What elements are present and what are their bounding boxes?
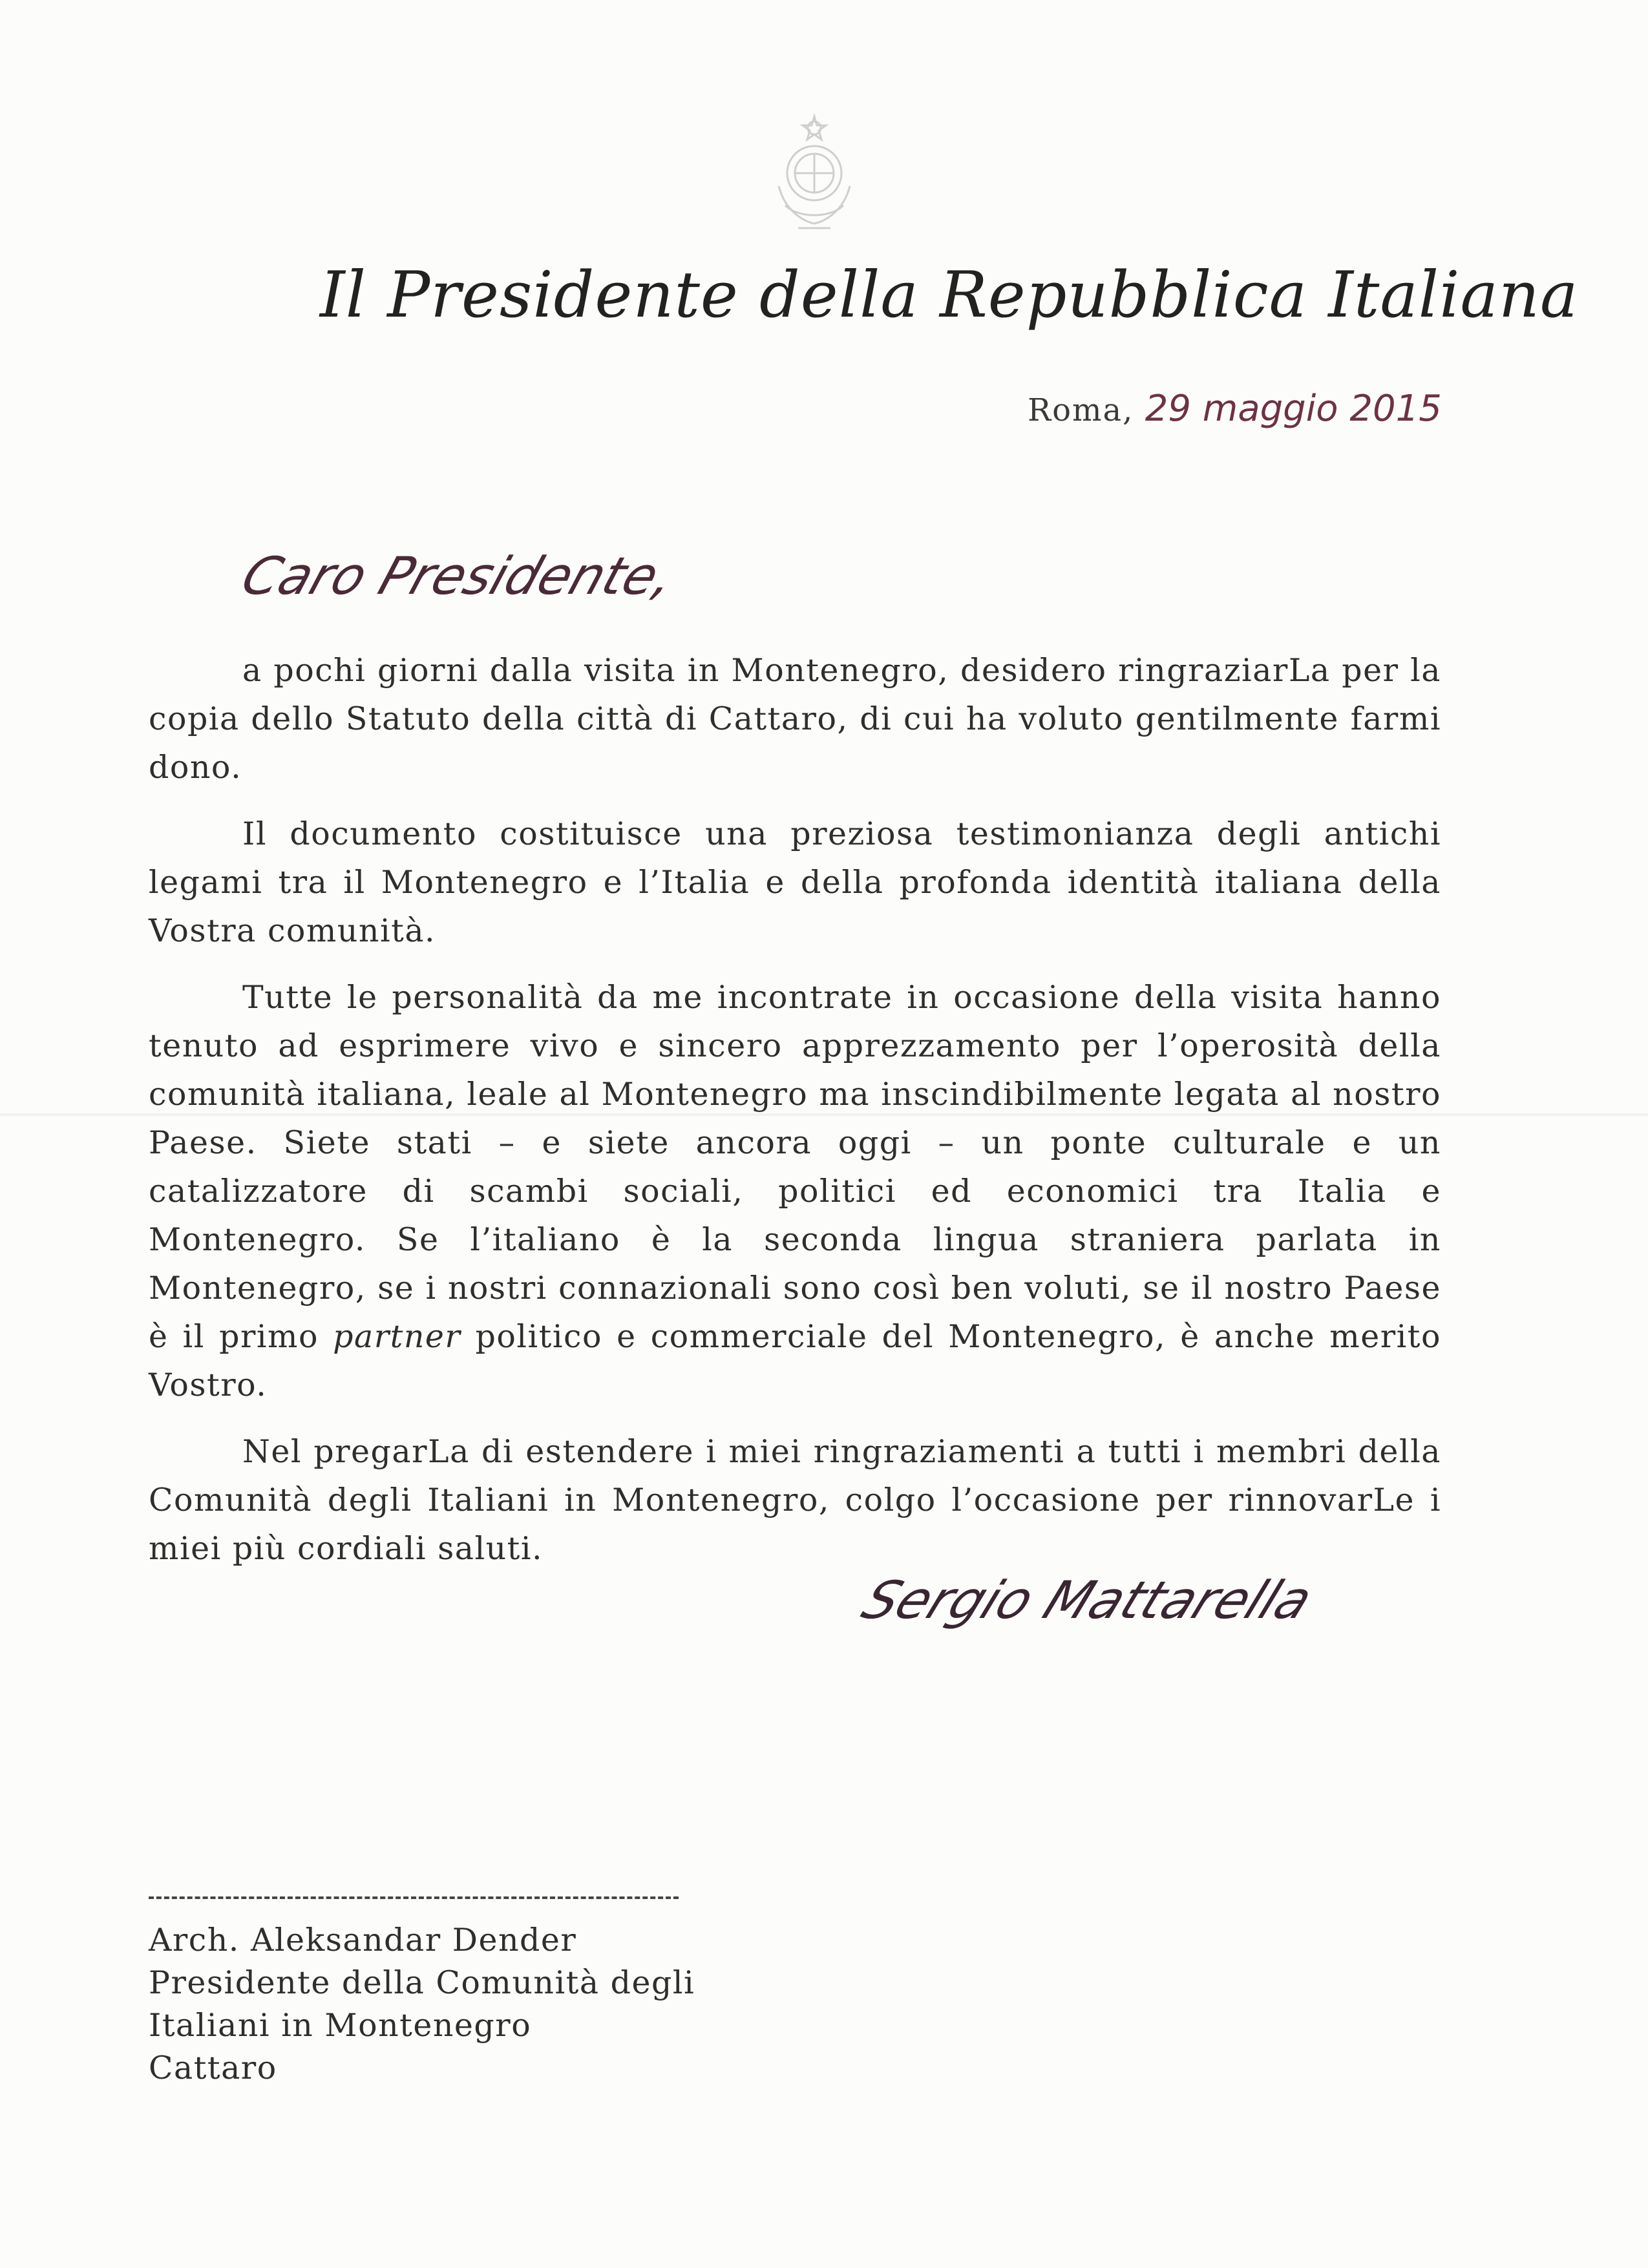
- handwritten-signature: Sergio Mattarella: [854, 1570, 1322, 1630]
- republic-emblem-icon: [759, 109, 869, 238]
- letterhead-title: Il Presidente della Repubblica Italiana: [320, 258, 1579, 332]
- date-line: [1028, 388, 1442, 430]
- body-paragraph-4: Nel pregarLa di estendere i miei ringraziamenti a tutti i membri della Comunità degli Italiani in Montenegro, colgo l’occasione per rinnovarLe i miei più cordiali saluti.: [149, 1433, 1441, 1567]
- date-place: Roma,: [1028, 392, 1134, 428]
- body-paragraph-3-tail: politico e commerciale del Montenegro, è anche merito Vostro.: [149, 1318, 1441, 1403]
- italic-word-partner: partner: [333, 1318, 461, 1355]
- dashed-divider: [149, 1896, 679, 1899]
- letter-body: [149, 646, 1441, 1591]
- body-paragraph-3-text: Tutte le personalità da me incontrate in occasione della visita hanno tenuto ad esprimere vivo e sincero apprezzamento per l’operosità della comunità italiana, leale al Montenegro ma inscindibilmente legata al nostro Paese. Siete stati – e siete ancora oggi – un ponte culturale e un catalizzatore di scambi sociali, politici ed economici tra Italia e Montenegro. Se l’italiano è la seconda lingua straniera parlata in Montenegro, se i nostri connazionali sono così ben voluti, se il nostro Paese è il primo: [149, 979, 1441, 1355]
- addressee-line-4: Cattaro: [149, 2050, 277, 2086]
- addressee-block: [149, 1919, 695, 2090]
- body-paragraph-1: a pochi giorni dalla visita in Montenegro, desidero ringraziarLa per la copia dello Statuto della città di Cattaro, di cui ha voluto gentilmente farmi dono.: [149, 652, 1441, 786]
- body-paragraph-3: [149, 973, 1441, 1409]
- addressee-line-2: Presidente della Comunità degli: [149, 1964, 695, 2001]
- handwritten-salutation: Caro Presidente,: [234, 546, 683, 606]
- addressee-line-3: Italiani in Montenegro: [149, 2007, 532, 2044]
- addressee-line-1: Arch. Aleksandar Dender: [149, 1922, 577, 1958]
- handwritten-date: 29 maggio 2015: [1145, 388, 1442, 430]
- body-paragraph-2: Il documento costituisce una preziosa testimonianza degli antichi legami tra il Montenegro e l’Italia e della profonda identità italiana della Vostra comunità.: [149, 815, 1441, 949]
